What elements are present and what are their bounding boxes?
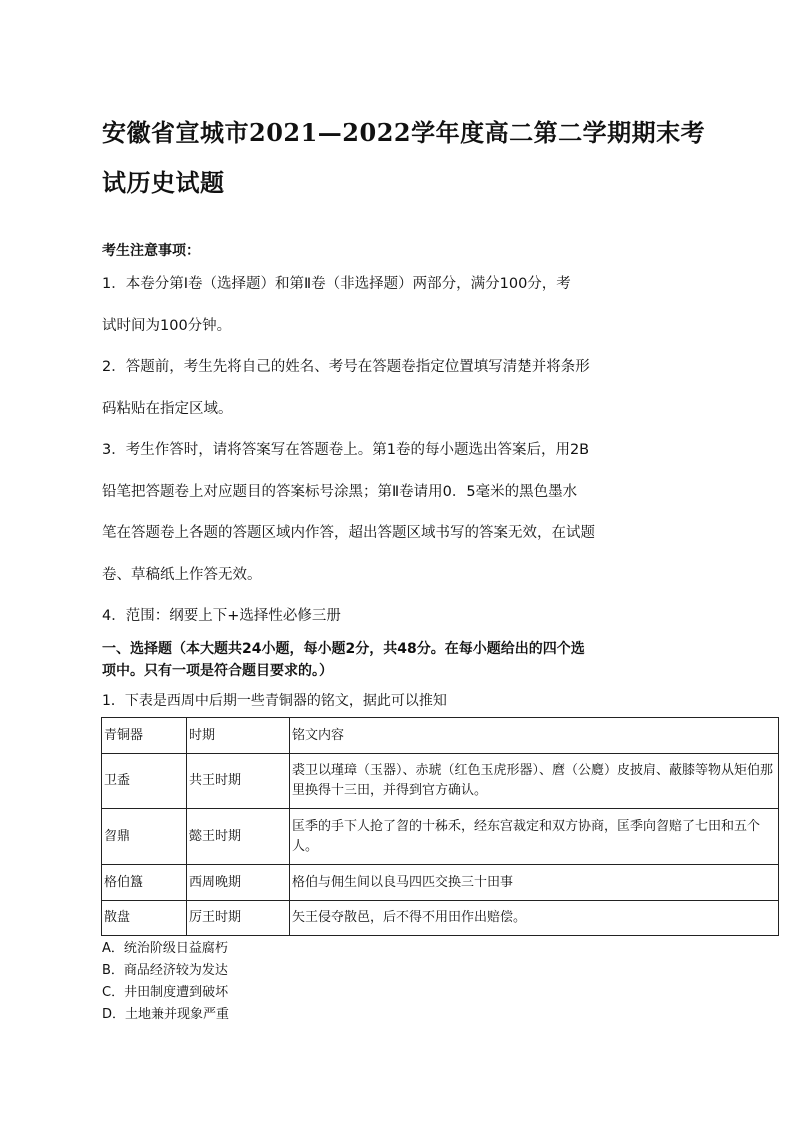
- table-header-cell: 时期: [187, 718, 290, 754]
- notice-heading: 考生注意事项：: [102, 243, 200, 259]
- table-row: [102, 809, 779, 865]
- table-row: [102, 865, 779, 901]
- notice-line: 4．范围：纲要上下+选择性必修三册: [102, 608, 341, 624]
- question-stem: 1．下表是西周中后期一些青铜器的铭文，据此可以推知: [102, 693, 447, 709]
- option-c: C．井田制度遭到破坏: [102, 985, 229, 1000]
- table-cell: 懿王时期: [187, 809, 290, 865]
- notice-line: 3．考生作答时，请将答案写在答题卷上。第1卷的每小题选出答案后，用2B: [102, 442, 590, 458]
- table-cell: 格伯簋: [102, 865, 187, 901]
- section-heading-line-1: 一、选择题（本大题共24小题，每小题2分，共48分。在每小题给出的四个选: [102, 641, 585, 657]
- table-cell: 西周晚期: [187, 865, 290, 901]
- table-header-cell: 铭文内容: [290, 718, 779, 754]
- table-cell: 格伯与佣生间以良马四匹交换三十田事: [290, 865, 779, 901]
- table-header-cell: 青铜器: [102, 718, 187, 754]
- table-cell: 裘卫以瑾璋（玉器）、赤琥（红色玉虎形器）、麿（公麑）皮披肩、蔽膝等物从矩伯那里换得十三田，并得到官方确认。: [290, 754, 779, 809]
- notice-line: 码粘贴在指定区域。: [102, 401, 233, 417]
- table-cell: 匡季的手下人抢了曶的十秭禾，经东宫裁定和双方协商，匡季向曶赔了七田和五个人。: [290, 809, 779, 865]
- table-row: [102, 901, 779, 936]
- table-cell: 曶鼎: [102, 809, 187, 865]
- notice-line: 笔在答题卷上各题的答题区域内作答，超出答题区域书写的答案无效，在试题: [102, 525, 595, 541]
- option-a: A．统治阶级日益腐朽: [102, 941, 228, 956]
- notice-line: 卷、草稿纸上作答无效。: [102, 567, 262, 583]
- table-row: [102, 754, 779, 809]
- option-b: B．商品经济较为发达: [102, 963, 228, 978]
- notice-line: 2．答题前，考生先将自己的姓名、考号在答题卷指定位置填写清楚并将条形: [102, 359, 590, 375]
- bronze-inscription-table: [101, 717, 779, 936]
- notice-line: 1．本卷分第Ⅰ卷（选择题）和第Ⅱ卷（非选择题）两部分，满分100分，考: [102, 276, 571, 292]
- option-d: D．土地兼并现象严重: [102, 1007, 230, 1022]
- section-heading-line-2: 项中。只有一项是符合题目要求的。）: [102, 663, 333, 679]
- notice-line: 铅笔把答题卷上对应题目的答案标号涂黑；第Ⅱ卷请用0．5毫米的黑色墨水: [102, 484, 578, 500]
- table-cell: 矢王侵夺散邑，后不得不用田作出赔偿。: [290, 901, 779, 936]
- table-header-row: [102, 718, 779, 754]
- table-cell: 散盘: [102, 901, 187, 936]
- page-title-line-2: 试历史试题: [102, 168, 225, 197]
- notice-line: 试时间为100分钟。: [102, 318, 232, 334]
- table-cell: 厉王时期: [187, 901, 290, 936]
- page-title-line-1: 安徽省宣城市2021—2022学年度高二第二学期期末考: [102, 118, 706, 147]
- table-cell: 卫盉: [102, 754, 187, 809]
- table-cell: 共王时期: [187, 754, 290, 809]
